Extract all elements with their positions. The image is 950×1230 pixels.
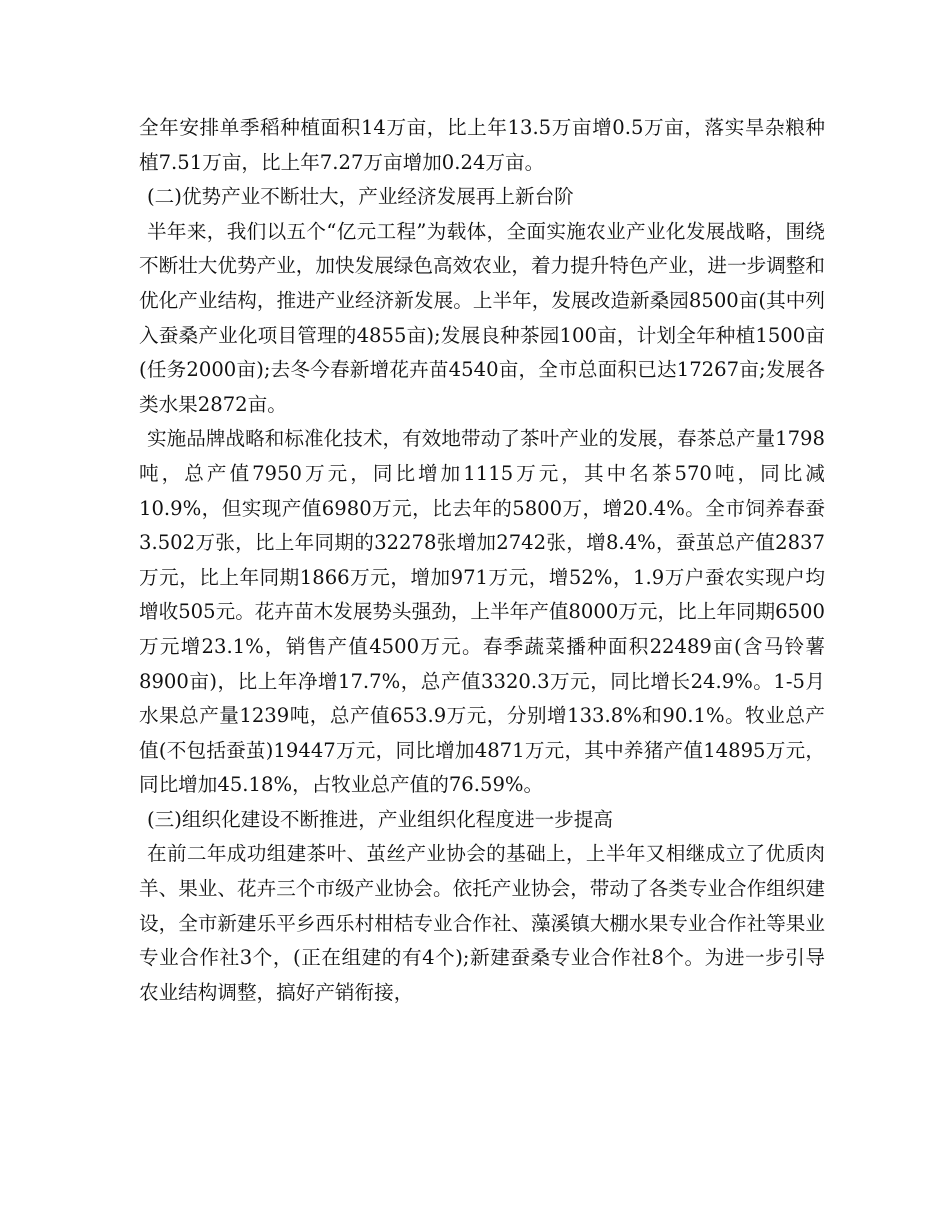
section-heading-3: (三)组织化建设不断推进，产业组织化程度进一步提高 (147, 807, 613, 831)
paragraph-industry-figures: 实施品牌战略和标准化技术，有效地带动了茶叶产业的发展，春茶总产量1798吨，总产值7950万元，同比增加1115万元，其中名茶570吨，同比减10.9%，但实现产值6980万元，比去年的5800万，增20.4%。全市饲养春蚕3.502万张，比上年同期的32278张增加2742张，增8.4%，蚕茧总产值2837万元，比上年同期1866万元，增加971万元，增52%，1.9万户蚕农实现户均增收505元。花卉苗木发展势头强劲，上半年产值8000万元，比上年同期6500万元增23.1%，销售产值4500万元。春季蔬菜播种面积22489亩(含马铃薯8900亩)，比上年净增17.7%，总产值3320.3万元，同比增长24.9%。1-5月水果总产量1239吨，总产值653.9万元，分别增133.8%和90.1%。牧业总产值(不包括蚕茧)19447万元，同比增加4871万元，其中养猪产值14895万元，同比增加45.18%，占牧业总产值的76.59%。 (139, 427, 825, 797)
paragraph-continuation: 全年安排单季稻种植面积14万亩，比上年13.5万亩增0.5万亩，落实旱杂粮种植7.51万亩，比上年7.27万亩增加0.24万亩。 (139, 116, 825, 174)
document-body (139, 111, 825, 1010)
section-heading-2: (二)优势产业不断壮大，产业经济发展再上新台阶 (147, 185, 574, 209)
paragraph-industry-overview: 半年来，我们以五个“亿元工程”为载体，全面实施农业产业化发展战略，围绕不断壮大优势产业，加快发展绿色高效农业，着力提升特色产业，进一步调整和优化产业结构，推进产业经济新发展。上半年，发展改造新桑园8500亩(其中列入蚕桑产业化项目管理的4855亩);发展良种茶园100亩，计划全年种植1500亩(任务2000亩);去冬今春新增花卉苗4540亩，全市总面积已达17267亩;发展各类水果2872亩。 (139, 219, 825, 416)
paragraph-organization: 在前二年成功组建茶叶、茧丝产业协会的基础上，上半年又相继成立了优质肉羊、果业、花卉三个市级产业协会。依托产业协会，带动了各类专业合作组织建设，全市新建乐平乡西乐村柑桔专业合作社、藻溪镇大棚水果专业合作社等果业专业合作社3个，(正在组建的有4个);新建蚕桑专业合作社8个。为进一步引导农业结构调整，搞好产销衔接， (139, 842, 825, 1004)
